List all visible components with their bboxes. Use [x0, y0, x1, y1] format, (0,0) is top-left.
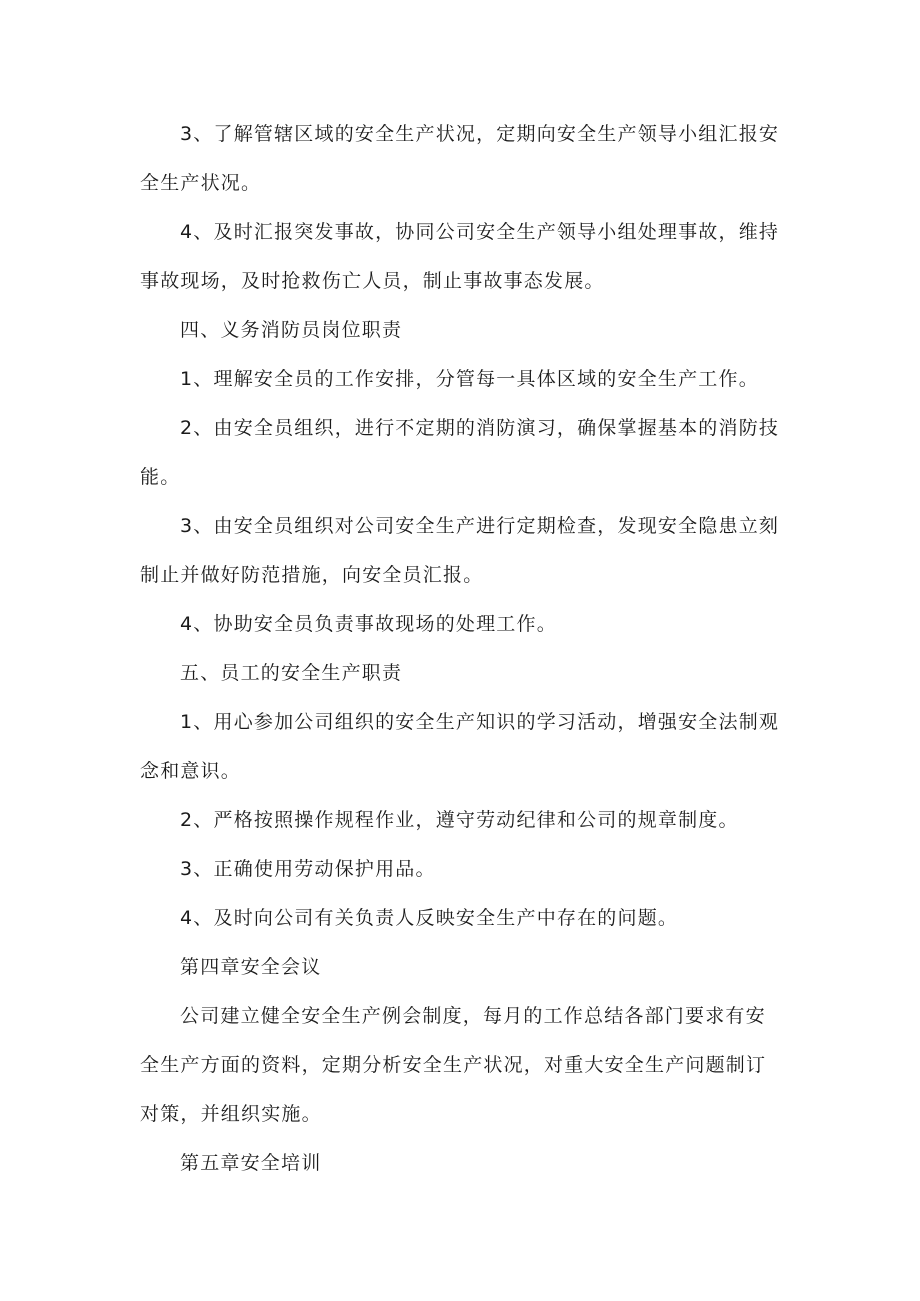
section-heading-employee-duties: 五、员工的安全生产职责	[180, 662, 403, 684]
chapter-heading-safety-training: 第五章安全培训	[180, 1152, 322, 1174]
paragraph-item-4-report-problems: 4、及时向公司有关负责人反映安全生产中存在的问题。	[180, 907, 679, 929]
paragraph-item-3-area-report: 3、了解管辖区域的安全生产状况，定期向安全生产领导小组汇报安全生产状况。	[140, 123, 780, 194]
paragraph-item-2-fire-drill: 2、由安全员组织，进行不定期的消防演习，确保掌握基本的消防技能。	[140, 417, 780, 488]
paragraph-item-1-understand-arrangement: 1、理解安全员的工作安排，分管每一具体区域的安全生产工作。	[180, 368, 759, 390]
chapter-heading-safety-meeting: 第四章安全会议	[180, 956, 322, 978]
paragraph-item-3-protective-equipment: 3、正确使用劳动保护用品。	[180, 858, 436, 880]
paragraph-safety-meeting-body: 公司建立健全安全生产例会制度，每月的工作总结各部门要求有安全生产方面的资料，定期分析安全生产状况，对重大安全生产问题制订对策，并组织实施。	[140, 1005, 767, 1125]
section-heading-volunteer-firefighter: 四、义务消防员岗位职责	[180, 319, 403, 341]
paragraph-item-4-accident-report: 4、及时汇报突发事故，协同公司安全生产领导小组处理事故，维持事故现场，及时抢救伤亡人员，制止事故事态发展。	[140, 221, 780, 292]
paragraph-item-2-operating-rules: 2、严格按照操作规程作业，遵守劳动纪律和公司的规章制度。	[180, 809, 739, 831]
paragraph-item-3-safety-inspection: 3、由安全员组织对公司安全生产进行定期检查，发现安全隐患立刻制止并做好防范措施，向安全员汇报。	[140, 515, 780, 586]
paragraph-item-1-learning: 1、用心参加公司组织的安全生产知识的学习活动，增强安全法制观念和意识。	[140, 711, 780, 782]
paragraph-item-4-assist-accident: 4、协助安全员负责事故现场的处理工作。	[180, 613, 557, 635]
